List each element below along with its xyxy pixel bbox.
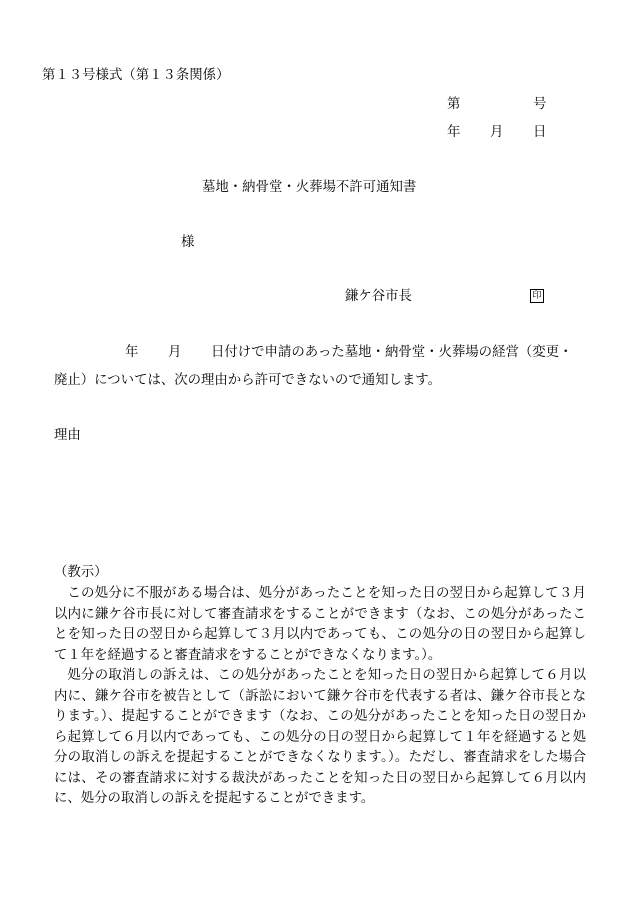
- addressee-suffix: 様: [181, 235, 195, 250]
- body-text-line-1: 日付けで申請のあった墓地・納骨堂・火葬場の経営（変更・: [211, 345, 573, 360]
- document-number-suffix: 号: [533, 97, 547, 112]
- date-year-label: 年: [447, 125, 461, 140]
- document-title: 墓地・納骨堂・火葬場不許可通知書: [202, 180, 417, 195]
- seal-mark: 印: [530, 289, 544, 303]
- body-year-label: 年: [125, 345, 139, 360]
- notice-heading: （教示）: [54, 565, 108, 580]
- date-month-label: 月: [490, 125, 504, 140]
- notice-paragraph-lawsuit: 処分の取消しの訴えは、この処分があったことを知った日の翌日から起算して６月以内に、鎌ケ谷市を被告として（訴訟において鎌ケ谷市を代表する者は、鎌ケ谷市長となります。）、提起することができます（なお、この処分があったことを知った日の翌日から起算して６月以内であっても、この処分の日の翌日から起算して１年を経過すると処分の取消しの訴えを提起することができなくなります。）。ただし、審査請求をした場合には、その審査請求に対する裁決があったことを知った日の翌日から起算して６月以内に、処分の取消しの訴えを提起することができます。: [54, 668, 586, 806]
- body-month-label: 月: [168, 345, 182, 360]
- document-number-prefix: 第: [447, 97, 461, 112]
- issuer-name: 鎌ケ谷市長: [345, 289, 412, 304]
- form-number-label: 第１３号様式（第１３条関係）: [42, 68, 230, 83]
- date-day-label: 日: [533, 125, 547, 140]
- body-text-line-2: 廃止）については、次の理由から許可できないので通知します。: [54, 373, 441, 388]
- reason-label: 理由: [54, 428, 81, 443]
- notice-paragraph-appeal: この処分に不服がある場合は、処分があったことを知った日の翌日から起算して３月以内に鎌ケ谷市長に対して審査請求をすることができます（なお、この処分があったことを知った日の翌日から起算して３月以内であっても、この処分の日の翌日から起算して１年を経過すると審査請求をすることができなくなります。）。: [54, 586, 586, 663]
- notice-body: [54, 584, 586, 810]
